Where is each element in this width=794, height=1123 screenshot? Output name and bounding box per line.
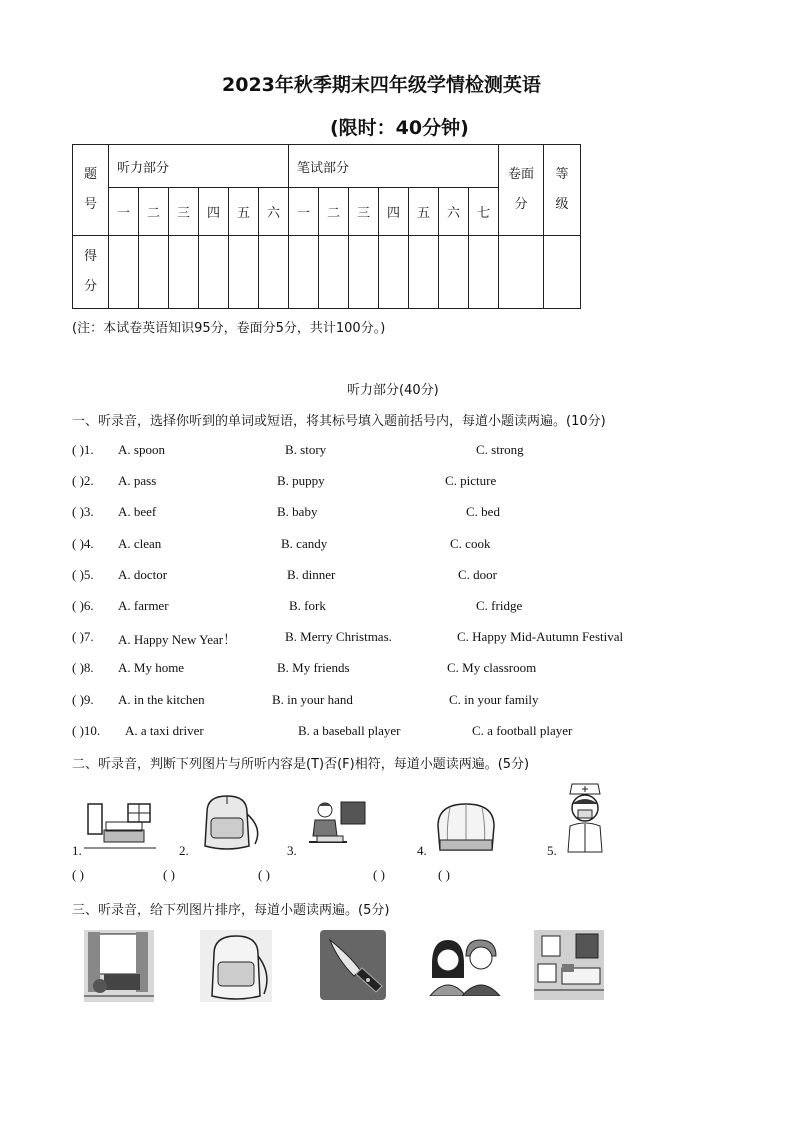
option-c: C. fridge — [476, 598, 523, 613]
score-cell[interactable] — [409, 236, 439, 309]
option-c: C. cook — [450, 536, 491, 551]
score-cell[interactable] — [544, 236, 581, 309]
option-c: C. picture — [445, 473, 497, 488]
option-c: C. door — [458, 567, 497, 582]
living-room-icon — [84, 800, 156, 852]
option-a: A. beef — [118, 504, 157, 519]
option-a: A. pass — [118, 473, 157, 488]
neatness-header: 卷面 分 — [499, 145, 544, 236]
grade-header: 等 级 — [544, 145, 581, 236]
score-cell[interactable] — [169, 236, 199, 309]
section-heading: 听力部分(40分) — [347, 383, 439, 398]
listening-num: 二 — [139, 188, 169, 236]
score-cell[interactable] — [499, 236, 544, 309]
answer-blank[interactable]: ( )3. — [72, 504, 94, 519]
writing-num: 二 — [319, 188, 349, 236]
part1-instruction: 一、听录音，选择你听到的单词或短语，将其标号填入题前括号内，每道小题读两遍。(10分) — [72, 414, 606, 429]
answer-paren[interactable]: ( ) — [72, 867, 84, 882]
score-cell[interactable] — [109, 236, 139, 309]
score-cell[interactable] — [139, 236, 169, 309]
bedroom-icon — [534, 930, 604, 1000]
writing-num: 一 — [289, 188, 319, 236]
nurse-icon — [560, 782, 610, 854]
part2-instruction: 二、听录音，判断下列图片与所听内容是(T)否(F)相符，每道小题读两遍。(5分) — [72, 757, 530, 772]
option-b: B. candy — [281, 536, 328, 551]
score-cell[interactable] — [439, 236, 469, 309]
option-a: A. farmer — [118, 598, 169, 613]
option-c: C. Happy Mid-Autumn Festival — [457, 629, 624, 644]
option-a: A. Happy New Year！ — [118, 632, 237, 647]
writing-num: 七 — [469, 188, 499, 236]
answer-paren[interactable]: ( ) — [438, 867, 450, 882]
option-a: A. in the kitchen — [118, 692, 205, 707]
option-c: C. My classroom — [447, 660, 537, 675]
answer-blank[interactable]: ( )8. — [72, 660, 94, 675]
writing-header: 笔试部分 — [289, 145, 499, 188]
writing-num: 四 — [379, 188, 409, 236]
option-b: B. a baseball player — [298, 723, 401, 738]
answer-blank[interactable]: ( )9. — [72, 692, 94, 707]
score-note: (注：本试卷英语知识95分，卷面分5分，共计100分。) — [72, 321, 386, 336]
writing-num: 六 — [439, 188, 469, 236]
answer-paren[interactable]: ( ) — [258, 867, 270, 882]
answer-blank[interactable]: ( )7. — [72, 629, 94, 644]
score-row-head: 得 分 — [73, 236, 109, 309]
living-room-icon — [84, 930, 154, 1002]
score-cell[interactable] — [289, 236, 319, 309]
option-c: C. a football player — [472, 723, 573, 738]
backpack-icon — [200, 930, 272, 1002]
pic-label: 5. — [547, 843, 557, 858]
answer-blank[interactable]: ( )2. — [72, 473, 94, 488]
option-a: A. doctor — [118, 567, 168, 582]
score-cell[interactable] — [259, 236, 289, 309]
option-b: B. story — [285, 442, 327, 457]
score-cell[interactable] — [379, 236, 409, 309]
listening-header: 听力部分 — [109, 145, 289, 188]
score-cell[interactable] — [199, 236, 229, 309]
option-a: A. My home — [118, 660, 185, 675]
option-a: A. clean — [118, 536, 162, 551]
answer-blank[interactable]: ( )5. — [72, 567, 94, 582]
writing-num: 三 — [349, 188, 379, 236]
backpack-icon — [193, 792, 265, 852]
option-b: B. dinner — [287, 567, 336, 582]
option-c: C. in your family — [449, 692, 539, 707]
cook-woman-icon — [303, 800, 367, 850]
option-b: B. puppy — [277, 473, 325, 488]
answer-blank[interactable]: ( )10. — [72, 723, 101, 738]
listening-num: 六 — [259, 188, 289, 236]
option-b: B. fork — [289, 598, 326, 613]
score-cell[interactable] — [469, 236, 499, 309]
answer-blank[interactable]: ( )6. — [72, 598, 94, 613]
listening-num: 三 — [169, 188, 199, 236]
option-a: A. a taxi driver — [125, 723, 204, 738]
pic-label: 2. — [179, 843, 189, 858]
score-cell[interactable] — [229, 236, 259, 309]
part3-instruction: 三、听录音，给下列图片排序，每道小题读两遍。(5分) — [72, 903, 390, 918]
page-subtitle: (限时：40分钟) — [330, 117, 469, 139]
writing-num: 五 — [409, 188, 439, 236]
pic-label: 3. — [287, 843, 297, 858]
listening-num: 五 — [229, 188, 259, 236]
answer-paren[interactable]: ( ) — [163, 867, 175, 882]
answer-blank[interactable]: ( )4. — [72, 536, 94, 551]
page-title: 2023年秋季期末四年级学情检测英语 — [222, 74, 541, 96]
option-b: B. baby — [277, 504, 318, 519]
bread-icon — [432, 800, 500, 854]
option-b: B. in your hand — [272, 692, 353, 707]
option-b: B. Merry Christmas. — [285, 629, 392, 644]
option-b: B. My friends — [277, 660, 350, 675]
score-table — [72, 144, 581, 309]
option-a: A. spoon — [118, 442, 165, 457]
pic-label: 4. — [417, 843, 427, 858]
answer-paren[interactable]: ( ) — [373, 867, 385, 882]
pic-label: 1. — [72, 843, 82, 858]
listening-num: 四 — [199, 188, 229, 236]
row-head-number: 题 号 — [73, 145, 109, 236]
score-cell[interactable] — [319, 236, 349, 309]
answer-blank[interactable]: ( )1. — [72, 442, 94, 457]
knife-icon — [320, 930, 386, 1000]
listening-num: 一 — [109, 188, 139, 236]
parents-icon — [426, 934, 502, 996]
option-c: C. strong — [476, 442, 524, 457]
score-cell[interactable] — [349, 236, 379, 309]
option-c: C. bed — [466, 504, 500, 519]
